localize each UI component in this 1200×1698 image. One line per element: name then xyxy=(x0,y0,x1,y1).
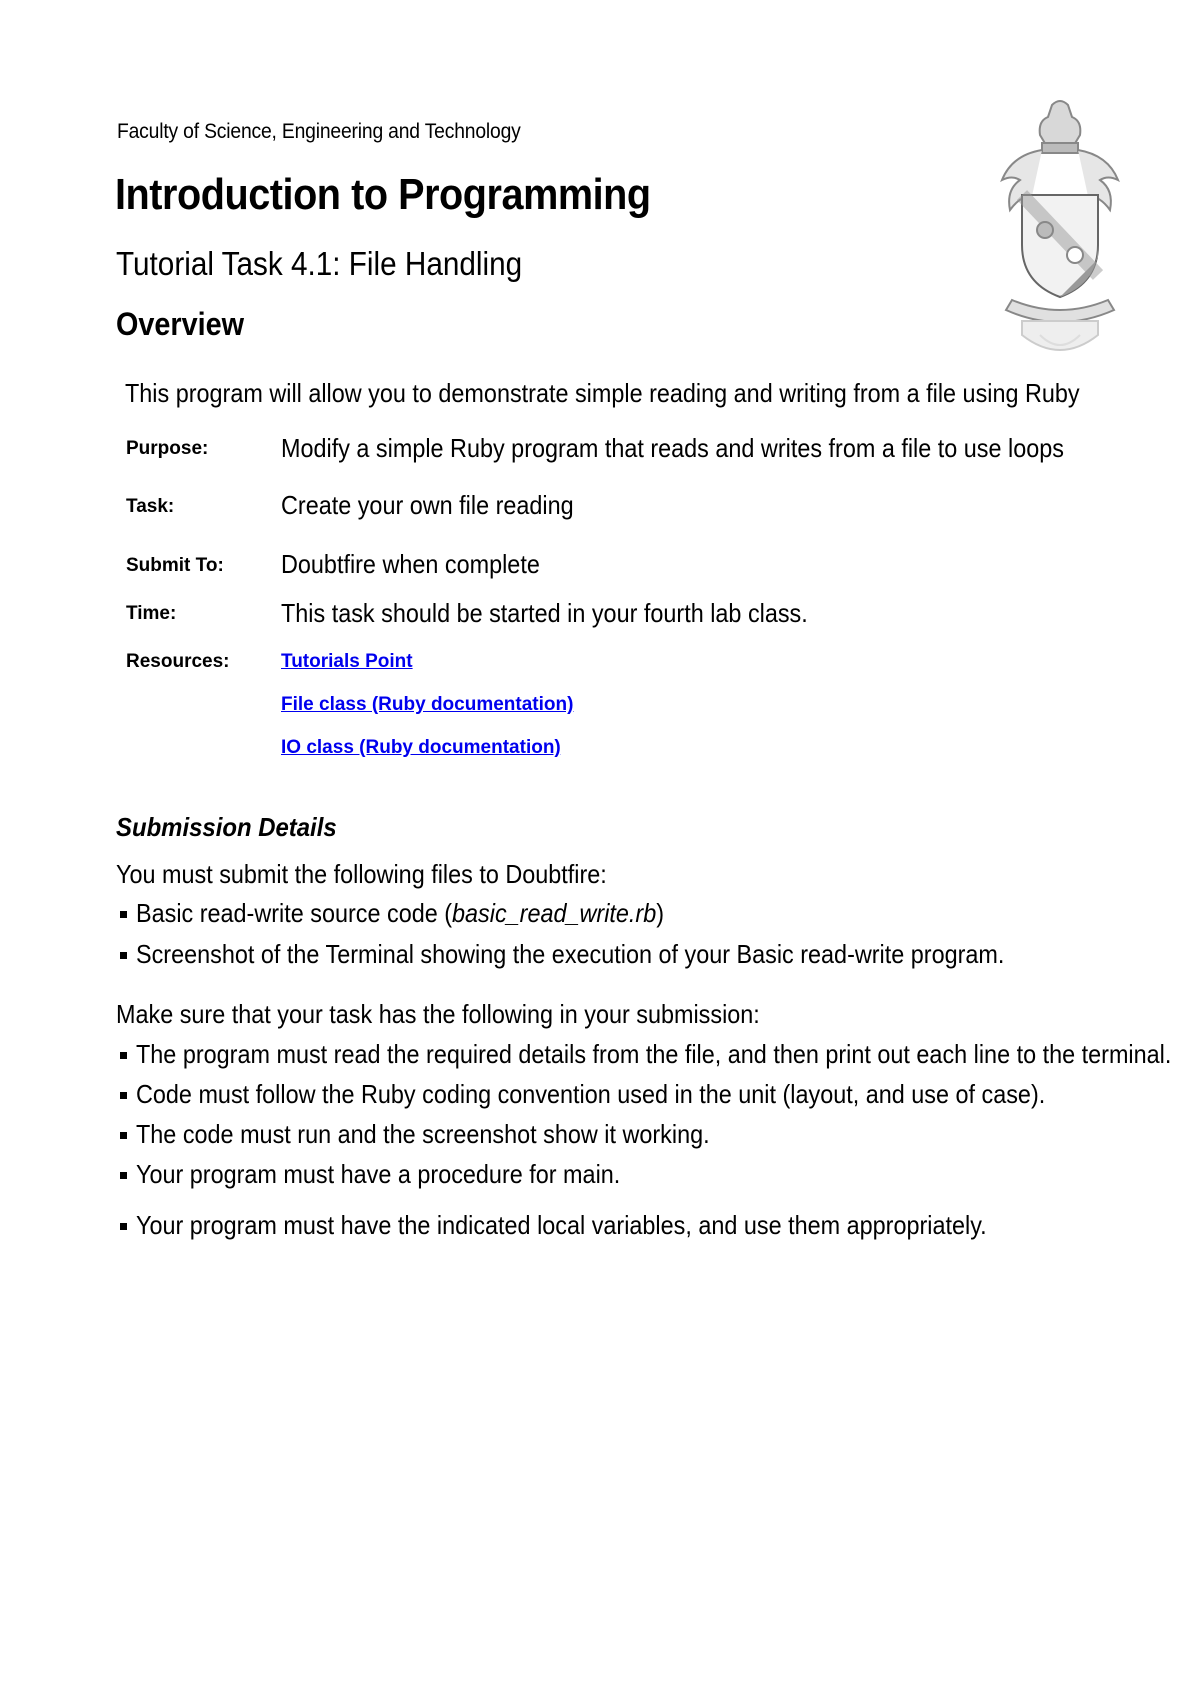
time-value: This task should be started in your fourth lab class. xyxy=(281,598,808,628)
bullet-icon xyxy=(120,1223,127,1230)
bullet-icon xyxy=(120,1132,127,1139)
resource-link-io-class[interactable]: IO class (Ruby documentation) xyxy=(281,737,561,758)
file1-filename: basic_read_write.rb xyxy=(452,898,657,928)
resource-link-file-class[interactable]: File class (Ruby documentation) xyxy=(281,694,574,715)
list-item-text: Code must follow the Ruby coding convention used in the unit (layout, and use of case). xyxy=(136,1079,1046,1109)
resource-link-tutorials-point[interactable]: Tutorials Point xyxy=(281,651,413,672)
file1-prefix: Basic read-write source code ( xyxy=(136,898,453,928)
list-item-text: The program must read the required details from the file, and then print out each line to the terminal. xyxy=(136,1039,1172,1069)
list-item-text: Your program must have the indicated local variables, and use them appropriately. xyxy=(136,1210,987,1240)
submission-details-heading: Submission Details xyxy=(116,812,337,842)
bullet-icon xyxy=(120,1092,127,1099)
list-item-text: The code must run and the screenshot show it working. xyxy=(136,1119,710,1149)
university-crest-icon xyxy=(990,95,1130,365)
list-item-text: Screenshot of the Terminal showing the execution of your Basic read-write program. xyxy=(136,939,1005,969)
submit-to-label: Submit To: xyxy=(126,555,224,576)
task-title: Tutorial Task 4.1: File Handling xyxy=(116,245,523,282)
resources-label: Resources: xyxy=(126,651,230,672)
bullet-icon xyxy=(120,1172,127,1179)
faculty-name: Faculty of Science, Engineering and Technology xyxy=(117,120,521,143)
time-label: Time: xyxy=(126,603,177,624)
purpose-label: Purpose: xyxy=(126,438,209,459)
overview-heading: Overview xyxy=(116,306,245,342)
file1-suffix: ) xyxy=(656,898,665,928)
overview-description: This program will allow you to demonstrate simple reading and writing from a file using Ruby xyxy=(125,378,1080,408)
bullet-icon xyxy=(120,952,127,959)
purpose-value: Modify a simple Ruby program that reads and writes from a file to use loops xyxy=(281,433,1064,463)
submission-intro: You must submit the following files to Doubtfire: xyxy=(116,859,607,889)
list-item-text: Your program must have a procedure for main. xyxy=(136,1159,621,1189)
bullet-icon xyxy=(120,1052,127,1059)
task-value: Create your own file reading xyxy=(281,490,574,520)
course-title: Introduction to Programming xyxy=(115,170,651,219)
task-label: Task: xyxy=(126,496,175,517)
requirements-intro: Make sure that your task has the following in your submission: xyxy=(116,999,760,1029)
bullet-icon xyxy=(120,911,127,918)
submit-to-value: Doubtfire when complete xyxy=(281,549,540,579)
